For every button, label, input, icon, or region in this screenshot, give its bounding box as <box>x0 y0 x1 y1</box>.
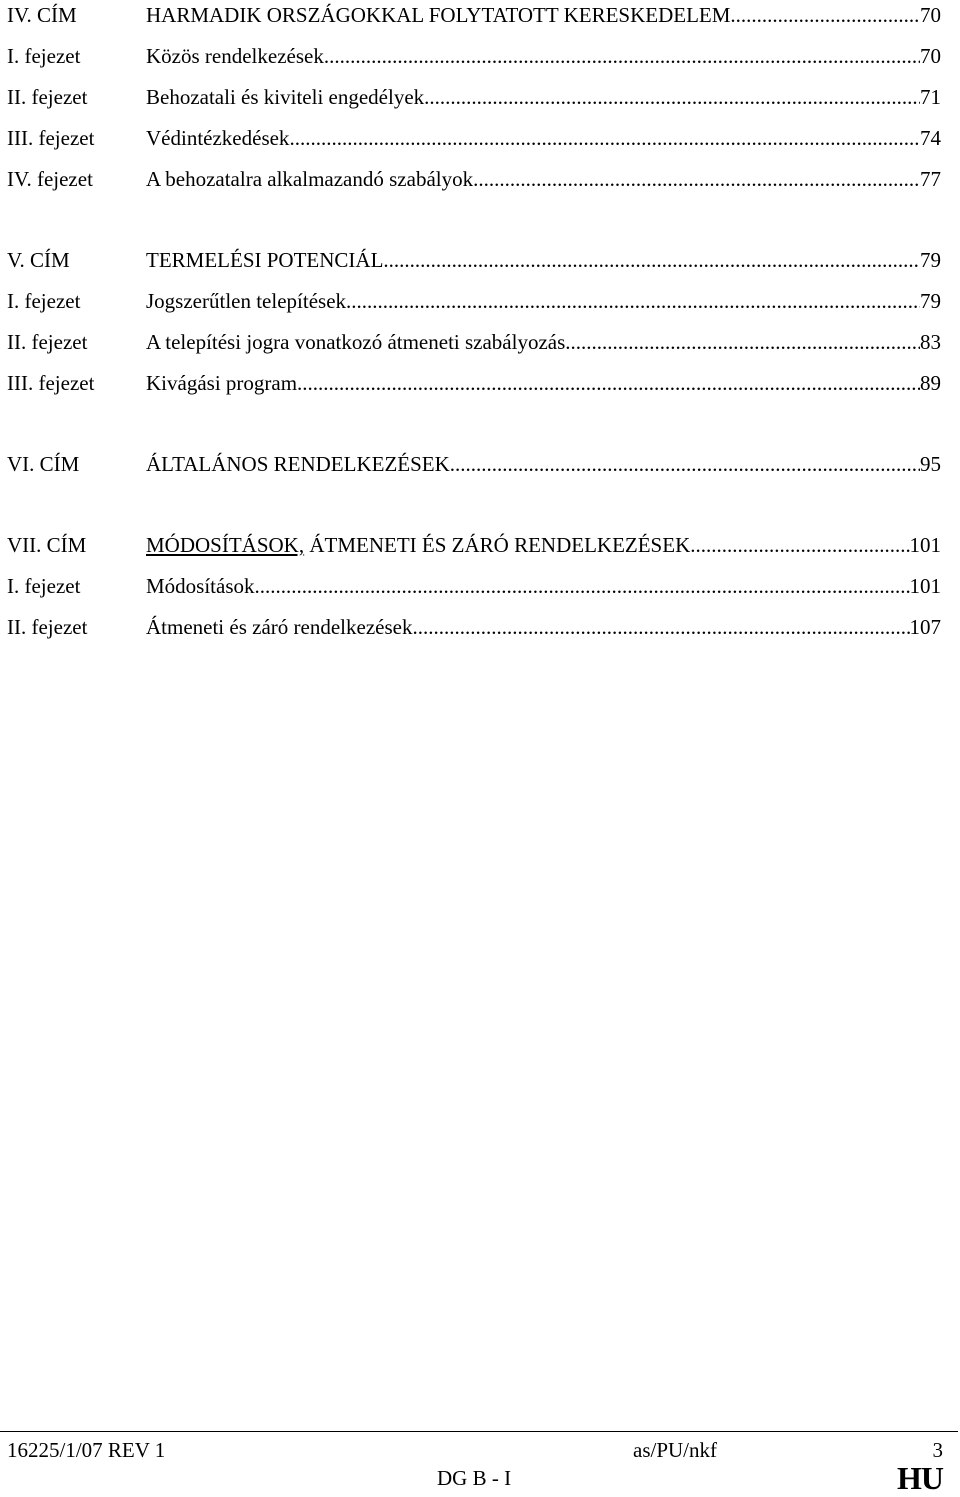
section-spacer <box>7 409 941 449</box>
toc-entry <box>7 286 941 327</box>
dot-leader <box>255 571 910 601</box>
toc-title: TERMELÉSI POTENCIÁL <box>146 248 384 272</box>
toc-entry <box>7 368 941 409</box>
toc-label: IV. CÍM <box>7 3 77 27</box>
toc-label: II. fejezet <box>7 615 88 639</box>
toc-label: II. fejezet <box>7 85 88 109</box>
table-of-contents <box>7 0 941 653</box>
toc-title-rest: ÁTMENETI ÉS ZÁRÓ RENDELKEZÉSEK <box>304 533 691 557</box>
toc-label: II. fejezet <box>7 330 88 354</box>
toc-page: 79 <box>920 248 941 272</box>
toc-title <box>146 530 690 560</box>
toc-title: Védintézkedések <box>146 126 290 150</box>
toc-title: Jogszerűtlen telepítések <box>146 289 347 313</box>
document-reference: 16225/1/07 REV 1 <box>7 1438 166 1462</box>
author-initials: as/PU/nkf <box>633 1438 717 1462</box>
dot-leader <box>473 164 920 194</box>
dot-leader <box>383 245 920 275</box>
toc-page: 83 <box>920 330 941 354</box>
toc-page: 74 <box>920 126 941 150</box>
toc-label: VII. CÍM <box>7 533 87 557</box>
dot-leader <box>346 286 920 316</box>
toc-entry <box>7 530 941 571</box>
toc-entry <box>7 164 941 205</box>
page-number: 3 <box>932 1438 943 1462</box>
toc-label: IV. fejezet <box>7 167 93 191</box>
dot-leader <box>730 0 920 30</box>
toc-label: III. fejezet <box>7 126 95 150</box>
toc-entry <box>7 449 941 490</box>
dot-leader <box>324 41 920 71</box>
section-spacer <box>7 490 941 530</box>
department-code: DG B - I <box>437 1466 512 1490</box>
toc-page: 79 <box>920 289 941 313</box>
toc-title: Kivágási program <box>146 371 298 395</box>
toc-entry <box>7 245 941 286</box>
dot-leader <box>289 123 920 153</box>
toc-entry <box>7 0 941 41</box>
toc-entry <box>7 82 941 123</box>
toc-title-underlined: MÓDOSÍTÁSOK, <box>146 533 305 557</box>
language-code: HU <box>897 1460 943 1496</box>
toc-title: A telepítési jogra vonatkozó átmeneti szabályozás <box>146 330 566 354</box>
footer-divider <box>0 1431 958 1432</box>
dot-leader <box>450 449 920 479</box>
toc-page: 71 <box>920 85 941 109</box>
toc-page: 89 <box>920 371 941 395</box>
toc-label: V. CÍM <box>7 248 70 272</box>
toc-title: Közös rendelkezések <box>146 44 324 68</box>
toc-title: HARMADIK ORSZÁGOKKAL FOLYTATOTT KERESKEDELEM <box>146 3 731 27</box>
toc-entry <box>7 41 941 82</box>
toc-title: A behozatalra alkalmazandó szabályok <box>146 167 474 191</box>
toc-title: Átmeneti és záró rendelkezések <box>146 615 413 639</box>
toc-label: VI. CÍM <box>7 452 80 476</box>
toc-page: 101 <box>909 533 941 557</box>
toc-label: III. fejezet <box>7 371 95 395</box>
toc-title: Módosítások <box>146 574 255 598</box>
toc-page: 77 <box>920 167 941 191</box>
dot-leader <box>690 530 909 560</box>
section-spacer <box>7 205 941 245</box>
toc-page: 95 <box>920 452 941 476</box>
toc-title: Behozatali és kiviteli engedélyek <box>146 85 425 109</box>
toc-label: I. fejezet <box>7 289 81 313</box>
toc-label: I. fejezet <box>7 574 81 598</box>
toc-entry <box>7 571 941 612</box>
toc-label: I. fejezet <box>7 44 81 68</box>
toc-entry <box>7 123 941 164</box>
dot-leader <box>424 82 920 112</box>
page-footer <box>7 1436 943 1496</box>
dot-leader <box>565 327 920 357</box>
toc-entry <box>7 327 941 368</box>
dot-leader <box>297 368 920 398</box>
toc-title: ÁLTALÁNOS RENDELKEZÉSEK <box>146 452 450 476</box>
toc-page: 70 <box>920 44 941 68</box>
toc-entry <box>7 612 941 653</box>
dot-leader <box>412 612 909 642</box>
toc-page: 107 <box>909 615 941 639</box>
toc-page: 101 <box>909 574 941 598</box>
toc-page: 70 <box>920 3 941 27</box>
